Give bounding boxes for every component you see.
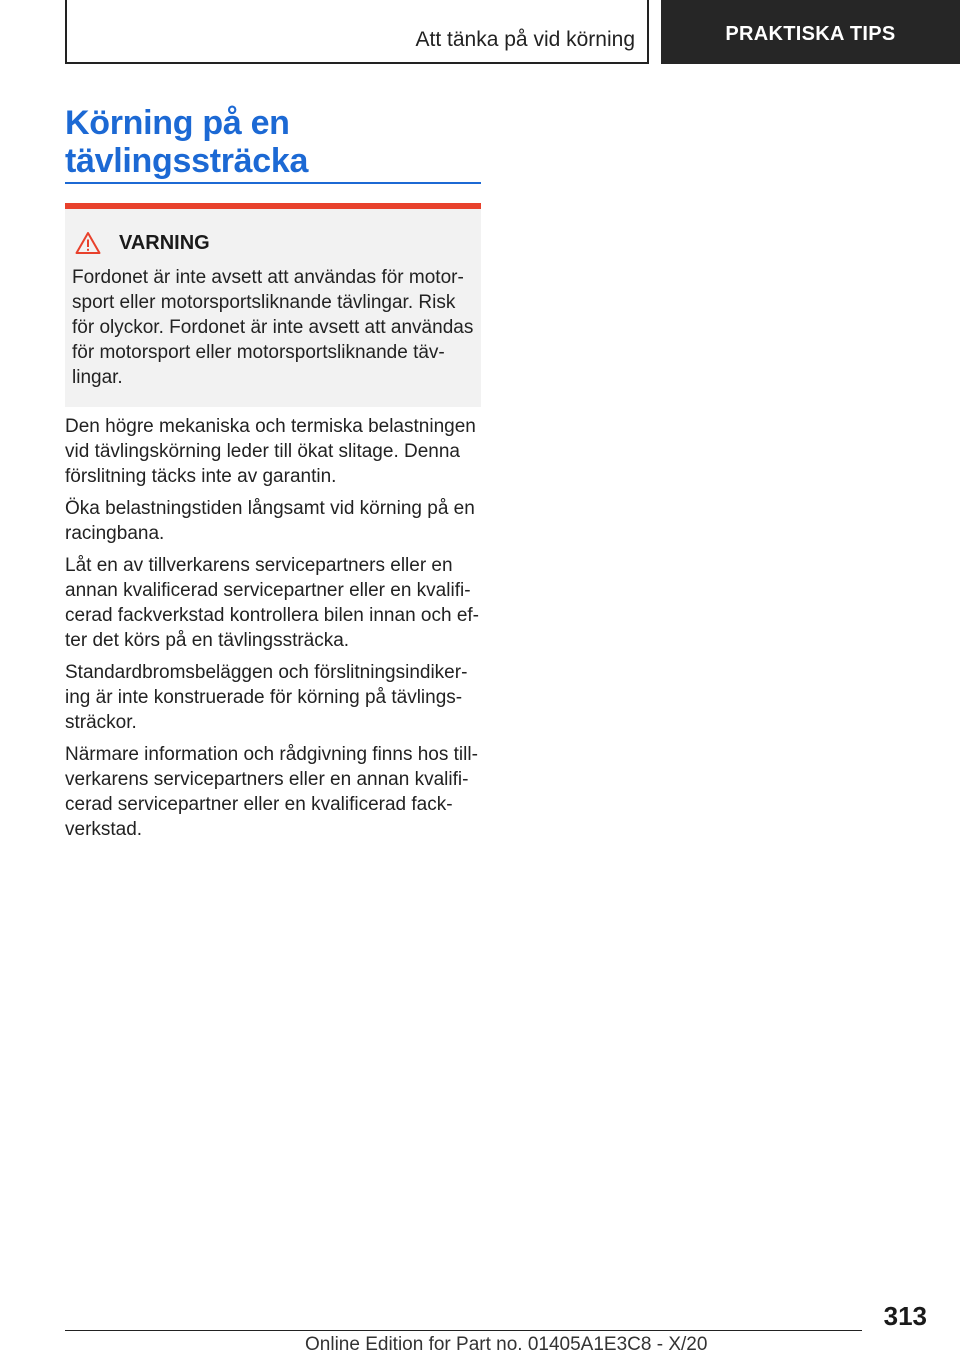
text-line: verkstad. [65, 819, 143, 840]
warning-triangle-icon [75, 231, 101, 255]
text-line: cerad servicepartner eller en kvalificerad fack- [65, 794, 453, 815]
paragraph-inspection [65, 553, 485, 653]
paragraph-load [65, 496, 485, 546]
body-text [65, 414, 485, 849]
text-line: verkarens servicepartners eller en annan kvalifi- [65, 769, 469, 790]
text-line: Närmare information och rådgivning finns hos till- [65, 744, 478, 765]
page-number: 313 [883, 1301, 927, 1331]
footer-rule [65, 1330, 862, 1331]
page-title-line-1: Körning på en [65, 104, 290, 142]
text-line: ing är inte konstruerade för körning på tävlings- [65, 687, 463, 708]
text-line: ter det körs på en tävlingssträcka. [65, 630, 350, 651]
text-line: sträckor. [65, 712, 137, 733]
footer-edition: Online Edition for Part no. 01405A1E3C8 - X/20 [305, 1334, 708, 1355]
chapter-tab[interactable]: PRAKTISKA TIPS [661, 0, 960, 64]
title-rule [65, 182, 481, 184]
text-line: Öka belastningstiden långsamt vid körning på en [65, 498, 475, 519]
warning-line: sport eller motorsportsliknande tävlingar. Risk [72, 292, 456, 313]
text-line: Låt en av tillverkarens servicepartners eller en [65, 555, 453, 576]
paragraph-info [65, 742, 485, 842]
text-line: racingbana. [65, 523, 165, 544]
warning-line: Fordonet är inte avsett att användas för motor- [72, 267, 464, 288]
warning-line: lingar. [72, 367, 123, 388]
warning-box [65, 203, 481, 407]
warning-header [75, 231, 210, 255]
warning-line: för olyckor. Fordonet är inte avsett att användas [72, 317, 474, 338]
warning-label: VARNING [119, 231, 210, 254]
paragraph-wear [65, 414, 485, 489]
text-line: Den högre mekaniska och termiska belastningen [65, 416, 476, 437]
text-line: vid tävlingskörning leder till ökat slitage. Denna [65, 441, 460, 462]
page-title-line-2: tävlingssträcka [65, 142, 309, 180]
text-line: förslitning täcks inte av garantin. [65, 466, 337, 487]
section-title: Att tänka på vid körning [415, 28, 635, 51]
warning-text [72, 265, 477, 390]
text-line: annan kvalificerad servicepartner eller en kvalifi- [65, 580, 471, 601]
text-line: cerad fackverkstad kontrollera bilen innan och ef- [65, 605, 480, 626]
page-title [65, 104, 308, 180]
warning-line: för motorsport eller motorsportsliknande täv- [72, 342, 445, 363]
text-line: Standardbromsbeläggen och förslitningsindiker- [65, 662, 468, 683]
paragraph-brakes [65, 660, 485, 735]
